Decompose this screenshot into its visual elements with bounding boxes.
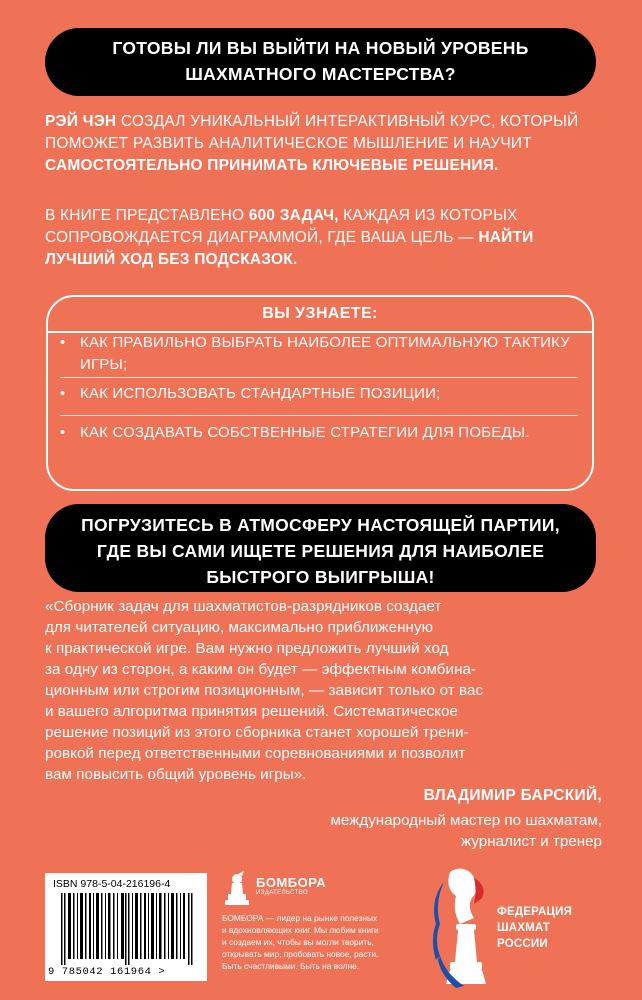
bullet-icon: • — [60, 424, 66, 441]
author-desc-line: международный мастер по шахматам, — [330, 812, 602, 829]
learn-item — [60, 383, 580, 405]
ean-digits: 9 785042 161964 > — [48, 966, 166, 978]
intro-paragraph-1 — [45, 111, 605, 177]
intro-highlight-2: НАЙТИ ЛУЧШИЙ ХОД БЕЗ ПОДСКАЗОК. — [45, 229, 534, 268]
bullet-icon: • — [60, 385, 66, 402]
learn-item-divider — [60, 377, 578, 378]
learn-item — [60, 332, 580, 376]
intro-paragraph-2 — [45, 205, 605, 271]
learn-item-text: КАК ПРАВИЛЬНО ВЫБРАТЬ НАИБОЛЕЕ ОПТИМАЛЬНУЮ ТАКТИКУ ИГРЫ; — [80, 334, 570, 373]
middle-banner-line-2: ГДЕ ВЫ САМИ ИЩЕТЕ РЕШЕНИЯ ДЛЯ НАИБОЛЕЕ — [96, 541, 545, 561]
intro-text-3: КАЖДАЯ ИЗ КОТОРЫХ СОПРОВОЖДАЕТСЯ ДИАГРАММОЙ, ГДЕ ВАША ЦЕЛЬ — — [45, 207, 518, 246]
intro-text-1: СОЗДАЛ УНИКАЛЬНЫЙ ИНТЕРАКТИВНЫЙ КУРС, КОТОРЫЙ ПОМОЖЕТ РАЗВИТЬ АНАЛИТИЧЕСКОЕ МЫШЛЕНИЕ И НАУЧИТ — [45, 113, 579, 152]
quote-line: ровкой перед ответственными соревнованиями и позволит — [45, 745, 466, 762]
federation-line: ФЕДЕРАЦИЯ — [497, 906, 573, 918]
intro-text-2: В КНИГЕ ПРЕДСТАВЛЕНО — [45, 207, 249, 224]
isbn-text: ISBN 978-5-04-216196-4 — [53, 878, 171, 890]
learn-item-text: КАК СОЗДАВАТЬ СОБСТВЕННЫЕ СТРАТЕГИИ ДЛЯ ПОБЕДЫ. — [80, 424, 530, 441]
intro-highlight-1: САМОСТОЯТЕЛЬНО ПРИНИМАТЬ КЛЮЧЕВЫЕ РЕШЕНИЯ. — [45, 157, 499, 174]
quote-line: за одну из сторон, а каким он будет — эффектным комбина- — [45, 661, 477, 678]
publisher-desc-line: и создаем их, чтобы вы могли творить, — [222, 937, 374, 947]
barcode-bars-icon — [61, 893, 193, 965]
middle-banner — [45, 504, 596, 592]
quote-line: для читателей ситуацию, максимально приближенную — [45, 619, 434, 636]
quote-line: вам повысить общий уровень игры». — [45, 766, 307, 783]
federation-name — [497, 904, 572, 952]
publisher-name: БОМБОРА — [256, 875, 327, 890]
author-desc-line: журналист и тренер — [461, 833, 602, 850]
publisher-desc-line: открывать мир, пробовать новое, расти. — [222, 949, 379, 959]
federation-line: РОССИИ — [497, 938, 548, 950]
federation-line: ШАХМАТ — [497, 922, 551, 934]
quote-author-description — [330, 810, 602, 852]
quote-line: «Сборник задач для шахматистов-разрядников создает — [45, 598, 442, 615]
header-banner-line-1: ГОТОВЫ ЛИ ВЫ ВЫЙТИ НА НОВЫЙ УРОВЕНЬ — [112, 38, 529, 58]
header-banner-line-2: ШАХМАТНОГО МАСТЕРСТВА? — [185, 64, 456, 84]
barcode — [45, 873, 207, 981]
quote-author: ВЛАДИМИР БАРСКИЙ, — [423, 787, 602, 804]
middle-banner-line-1: ПОГРУЗИТЕСЬ В АТМОСФЕРУ НАСТОЯЩЕЙ ПАРТИИ, — [81, 515, 560, 535]
quote-line: и вашего алгоритма принятия решений. Систематическое — [45, 703, 459, 720]
quote-line: решение позиций из этого сборника станет хорошей трени- — [45, 724, 469, 741]
learn-box-title: ВЫ УЗНАЕТЕ: — [262, 305, 378, 322]
bullet-icon: • — [60, 334, 66, 351]
chess-federation-logo-icon — [430, 864, 494, 990]
quote-line: ционным или строгим позиционным, — зависит только от вас — [45, 682, 484, 699]
middle-banner-line-3: БЫСТРОГО ВЫИГРЫША! — [206, 567, 435, 587]
publisher-subtitle: ИЗДАТЕЛЬСТВО — [256, 890, 309, 896]
learn-item-divider — [60, 415, 578, 416]
header-banner — [45, 28, 596, 96]
quote-line: к практической игре. Вам нужно предложить лучший ход — [45, 640, 449, 657]
publisher-desc-line: Быть счастливыми. Быть на волне. — [222, 961, 360, 971]
review-quote — [45, 596, 605, 785]
learn-box — [46, 295, 594, 491]
author-name: РЭЙ ЧЭН — [45, 113, 117, 130]
publisher-description — [222, 912, 418, 972]
bombora-logo-icon — [222, 870, 252, 906]
learn-item — [60, 422, 580, 444]
learn-item-text: КАК ИСПОЛЬЗОВАТЬ СТАНДАРТНЫЕ ПОЗИЦИИ; — [80, 385, 441, 402]
publisher-desc-line: и вдохновляющих книг. Мы любим книги — [222, 925, 379, 935]
tasks-count: 600 ЗАДАЧ, — [248, 207, 339, 224]
publisher-desc-line: БОМБОРА — лидер на рынке полезных — [222, 913, 378, 923]
